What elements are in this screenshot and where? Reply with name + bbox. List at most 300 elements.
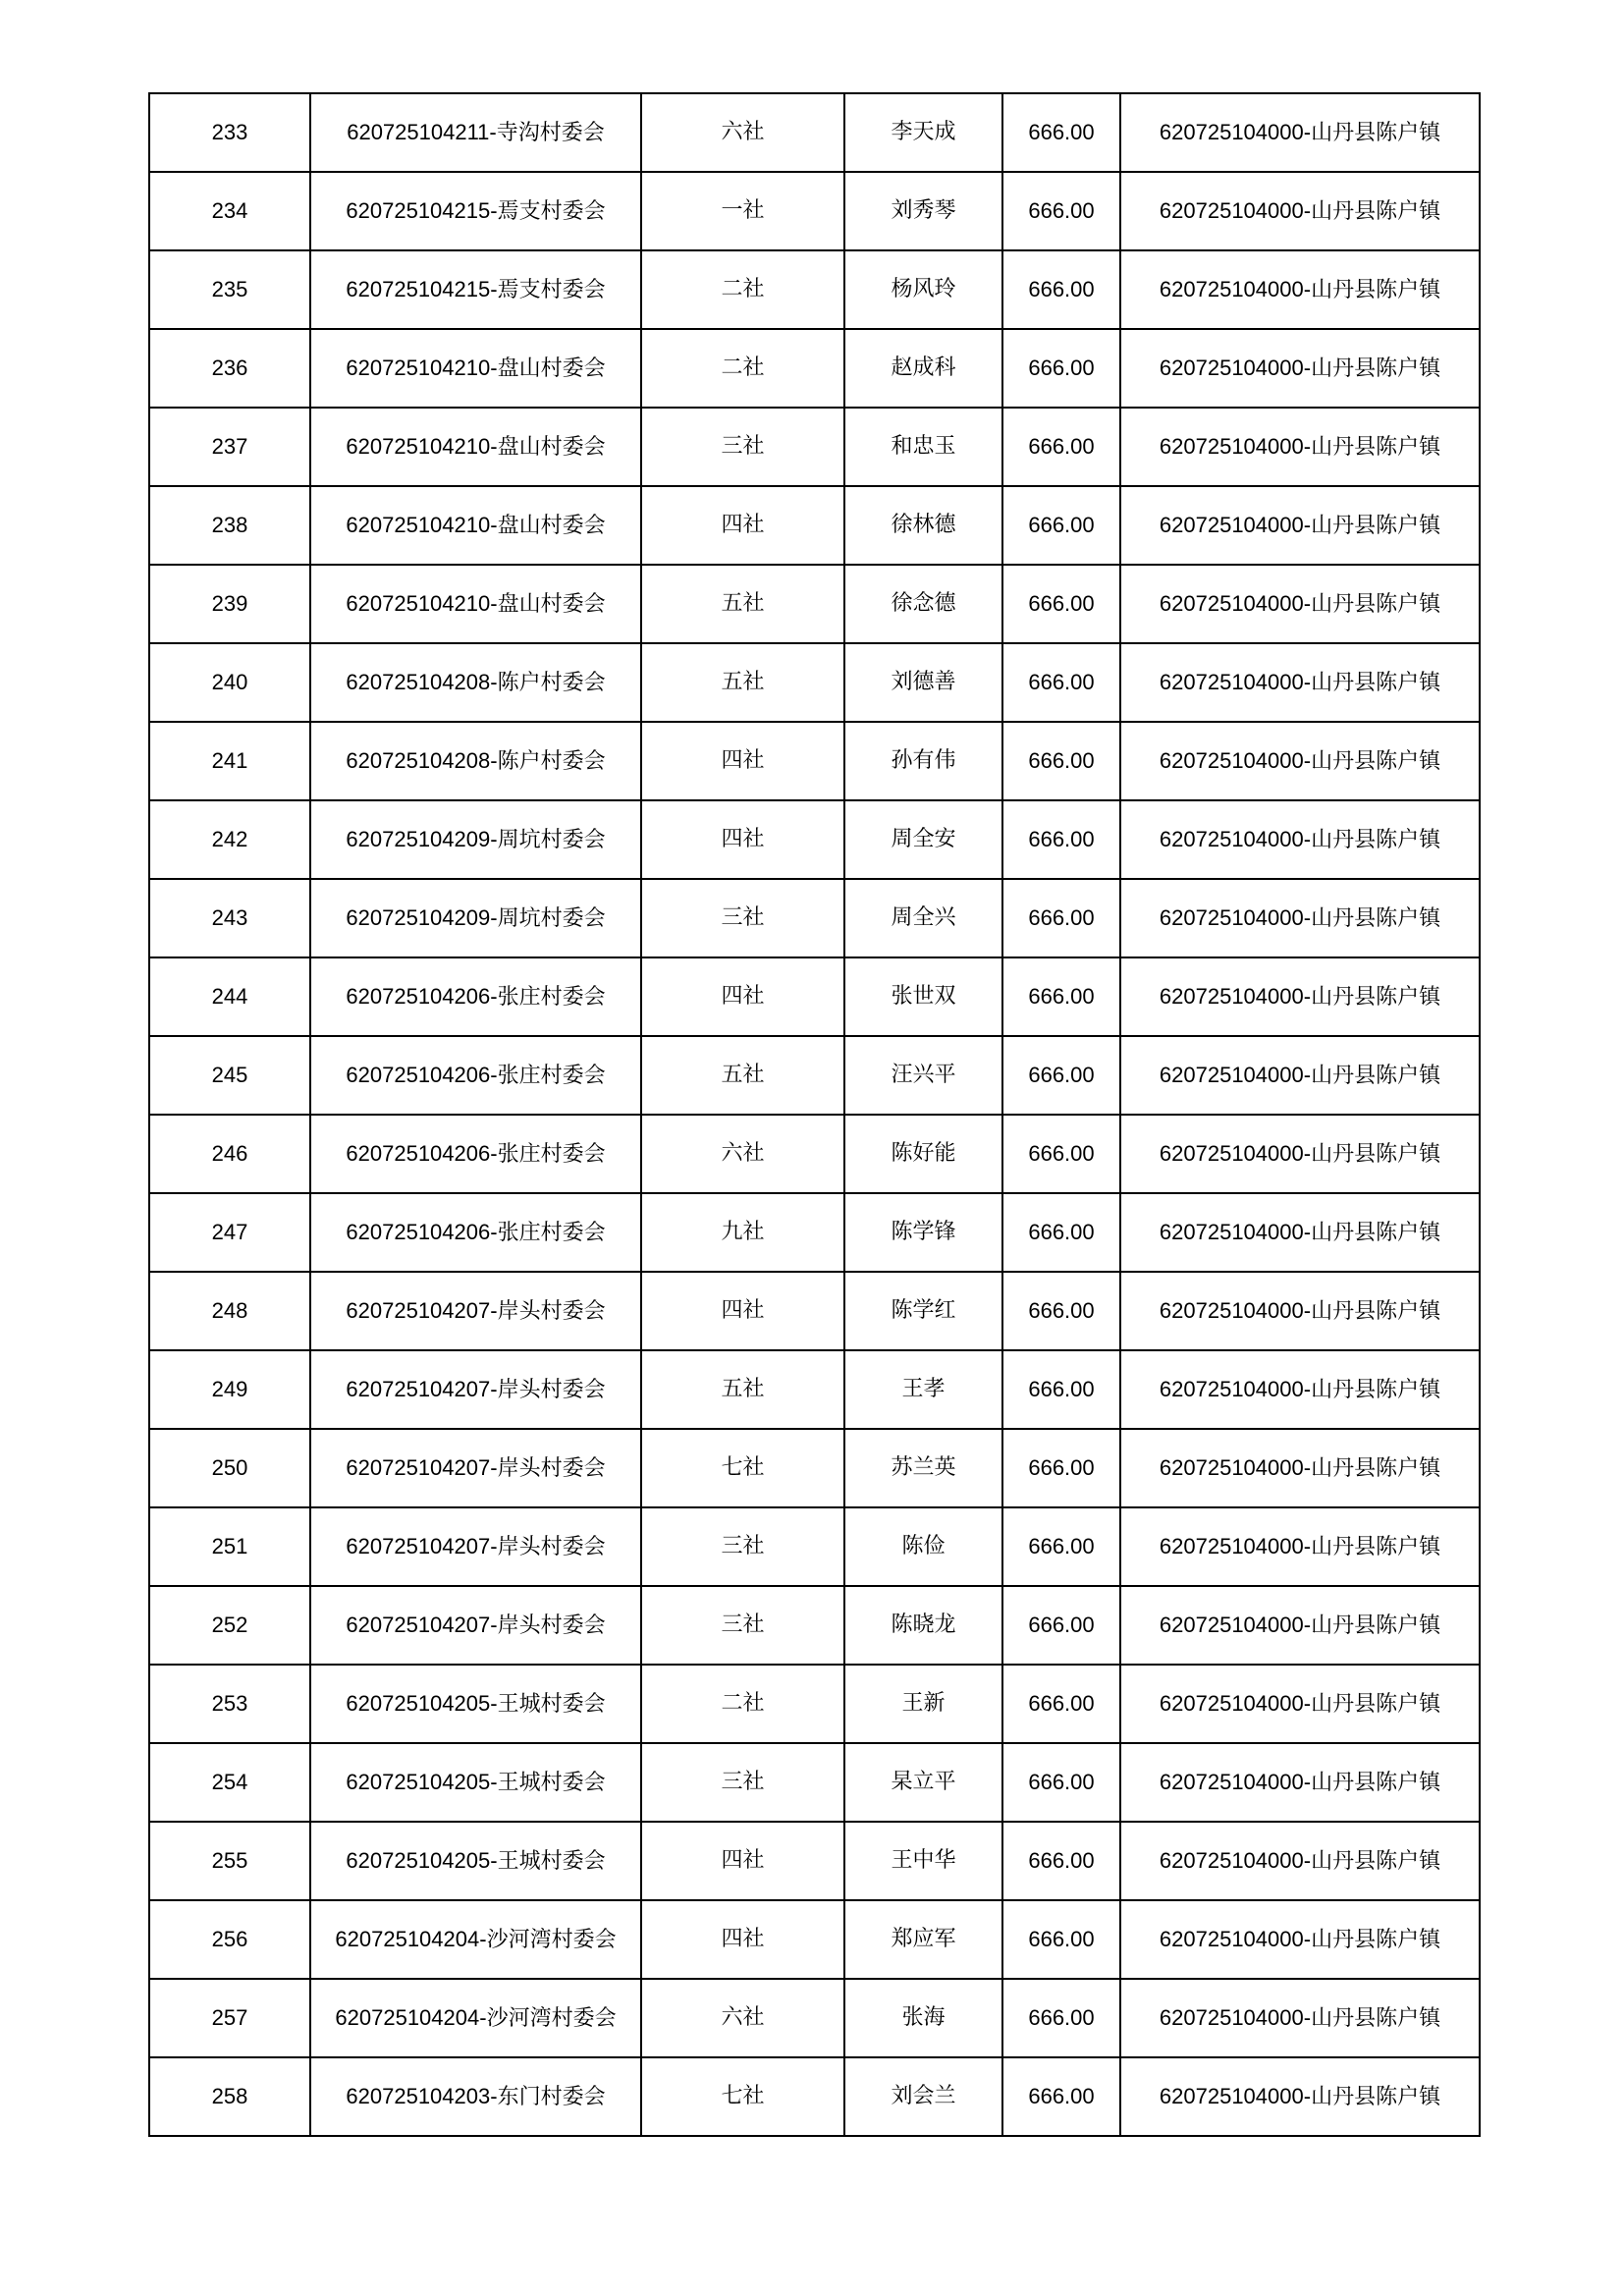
code-separator: -: [490, 1297, 498, 1323]
village-group-cell: 七社: [641, 2057, 844, 2136]
person-name-cell: 陈好能: [844, 1115, 1002, 1193]
amount-cell: 666.00: [1002, 1507, 1120, 1586]
village-committee-cell: [310, 1979, 641, 2057]
town-name: 山丹县陈户镇: [1311, 2084, 1441, 2109]
village-committee-cell: [310, 1193, 641, 1272]
code-separator: -: [490, 276, 498, 301]
village-code: 620725104211: [347, 119, 490, 144]
code-separator: -: [490, 590, 498, 616]
person-name-cell: 王中华: [844, 1822, 1002, 1900]
town-cell: [1120, 1665, 1480, 1743]
village-committee-cell: [310, 408, 641, 486]
table-row: [149, 1586, 1480, 1665]
town-code: 620725104000: [1159, 1376, 1304, 1401]
amount-cell: 666.00: [1002, 1586, 1120, 1665]
town-name: 山丹县陈户镇: [1311, 1770, 1441, 1795]
village-code: 620725104205: [346, 1847, 491, 1873]
code-separator: -: [1303, 1297, 1312, 1323]
serial-number-cell: 246: [149, 1115, 310, 1193]
village-committee-cell: [310, 1272, 641, 1350]
code-separator: -: [1303, 433, 1312, 459]
table-row: [149, 329, 1480, 408]
person-name-cell: 周全安: [844, 800, 1002, 879]
person-name-cell: 杲立平: [844, 1743, 1002, 1822]
town-name: 山丹县陈户镇: [1311, 1927, 1441, 1952]
person-name-cell: 张世双: [844, 957, 1002, 1036]
code-separator: -: [490, 983, 498, 1009]
code-separator: -: [1303, 1769, 1312, 1794]
town-code: 620725104000: [1159, 747, 1304, 773]
village-code: 620725104207: [346, 1533, 491, 1558]
town-name: 山丹县陈户镇: [1311, 591, 1441, 617]
village-group-cell: 三社: [641, 1586, 844, 1665]
table-row: [149, 1036, 1480, 1115]
table-row: [149, 1507, 1480, 1586]
village-group-cell: 四社: [641, 957, 844, 1036]
person-name-cell: 赵成科: [844, 329, 1002, 408]
town-code: 620725104000: [1159, 197, 1304, 223]
village-group-cell: 四社: [641, 1822, 844, 1900]
code-separator: -: [490, 433, 498, 459]
serial-number-cell: 245: [149, 1036, 310, 1115]
town-name: 山丹县陈户镇: [1311, 670, 1441, 695]
town-code: 620725104000: [1159, 1454, 1304, 1480]
village-name: 王城村委会: [497, 1848, 606, 1874]
town-cell: [1120, 800, 1480, 879]
amount-cell: 666.00: [1002, 643, 1120, 722]
village-code: 620725104210: [346, 355, 491, 380]
amount-cell: 666.00: [1002, 1743, 1120, 1822]
town-code: 620725104000: [1159, 2083, 1304, 2108]
village-group-cell: 六社: [641, 1979, 844, 2057]
person-name-cell: 张海: [844, 1979, 1002, 2057]
town-code: 620725104000: [1159, 669, 1304, 694]
village-committee-cell: [310, 1350, 641, 1429]
code-separator: -: [479, 2004, 487, 2030]
town-name: 山丹县陈户镇: [1311, 1534, 1441, 1559]
village-committee-cell: [310, 329, 641, 408]
amount-cell: 666.00: [1002, 1822, 1120, 1900]
town-name: 山丹县陈户镇: [1311, 198, 1441, 224]
town-code: 620725104000: [1159, 1769, 1304, 1794]
town-code: 620725104000: [1159, 1219, 1304, 1244]
person-name-cell: 王孝: [844, 1350, 1002, 1429]
table-row: [149, 1822, 1480, 1900]
town-code: 620725104000: [1159, 1062, 1304, 1087]
town-code: 620725104000: [1159, 512, 1304, 537]
village-committee-cell: [310, 643, 641, 722]
amount-cell: 666.00: [1002, 1350, 1120, 1429]
code-separator: -: [1303, 355, 1312, 380]
code-separator: -: [1303, 1847, 1312, 1873]
serial-number-cell: 243: [149, 879, 310, 957]
table-row: [149, 250, 1480, 329]
town-cell: [1120, 1979, 1480, 2057]
village-name: 周坑村委会: [497, 905, 606, 931]
code-separator: -: [490, 1847, 498, 1873]
town-code: 620725104000: [1159, 1926, 1304, 1951]
code-separator: -: [490, 197, 498, 223]
serial-number-cell: 247: [149, 1193, 310, 1272]
amount-cell: 666.00: [1002, 1900, 1120, 1979]
amount-cell: 666.00: [1002, 408, 1120, 486]
village-group-cell: 一社: [641, 172, 844, 250]
person-name-cell: 陈晓龙: [844, 1586, 1002, 1665]
village-code: 620725104205: [346, 1690, 491, 1716]
village-group-cell: 五社: [641, 1036, 844, 1115]
town-cell: [1120, 1822, 1480, 1900]
serial-number-cell: 236: [149, 329, 310, 408]
village-group-cell: 三社: [641, 408, 844, 486]
village-committee-cell: [310, 1900, 641, 1979]
amount-cell: 666.00: [1002, 1036, 1120, 1115]
town-code: 620725104000: [1159, 276, 1304, 301]
town-cell: [1120, 1507, 1480, 1586]
serial-number-cell: 244: [149, 957, 310, 1036]
town-code: 620725104000: [1159, 904, 1304, 930]
code-separator: -: [1303, 1926, 1312, 1951]
code-separator: -: [1303, 1612, 1312, 1637]
town-name: 山丹县陈户镇: [1311, 1298, 1441, 1324]
village-name: 岸头村委会: [497, 1377, 606, 1402]
town-code: 620725104000: [1159, 1533, 1304, 1558]
town-cell: [1120, 1429, 1480, 1507]
village-group-cell: 六社: [641, 93, 844, 172]
amount-cell: 666.00: [1002, 2057, 1120, 2136]
village-committee-cell: [310, 800, 641, 879]
serial-number-cell: 249: [149, 1350, 310, 1429]
village-name: 沙河湾村委会: [486, 1927, 617, 1952]
town-code: 620725104000: [1159, 2004, 1304, 2030]
table-row: [149, 2057, 1480, 2136]
code-separator: -: [1303, 826, 1312, 851]
person-name-cell: 陈学红: [844, 1272, 1002, 1350]
table-row: [149, 486, 1480, 565]
serial-number-cell: 253: [149, 1665, 310, 1743]
town-name: 山丹县陈户镇: [1311, 1613, 1441, 1638]
village-code: 620725104210: [346, 433, 491, 459]
table-row: [149, 957, 1480, 1036]
village-committee-cell: [310, 1507, 641, 1586]
village-code: 620725104204: [335, 1926, 480, 1951]
amount-cell: 666.00: [1002, 172, 1120, 250]
village-group-cell: 五社: [641, 1350, 844, 1429]
code-separator: -: [490, 1454, 498, 1480]
town-code: 620725104000: [1159, 1690, 1304, 1716]
village-group-cell: 四社: [641, 486, 844, 565]
amount-cell: 666.00: [1002, 93, 1120, 172]
town-code: 620725104000: [1159, 1140, 1304, 1166]
village-name: 周坑村委会: [497, 827, 606, 852]
amount-cell: 666.00: [1002, 565, 1120, 643]
code-separator: -: [1303, 590, 1312, 616]
village-group-cell: 九社: [641, 1193, 844, 1272]
code-separator: -: [490, 1219, 498, 1244]
code-separator: -: [1303, 1140, 1312, 1166]
amount-cell: 666.00: [1002, 800, 1120, 879]
village-code: 620725104206: [346, 983, 491, 1009]
code-separator: -: [1303, 1454, 1312, 1480]
village-group-cell: 二社: [641, 250, 844, 329]
village-group-cell: 三社: [641, 1743, 844, 1822]
town-code: 620725104000: [1159, 1847, 1304, 1873]
table-row: [149, 879, 1480, 957]
village-code: 620725104215: [346, 276, 491, 301]
serial-number-cell: 240: [149, 643, 310, 722]
village-committee-cell: [310, 1665, 641, 1743]
town-cell: [1120, 329, 1480, 408]
subsidy-table: [148, 92, 1481, 2137]
town-code: 620725104000: [1159, 983, 1304, 1009]
village-code: 620725104215: [346, 197, 491, 223]
serial-number-cell: 257: [149, 1979, 310, 2057]
village-code: 620725104207: [346, 1297, 491, 1323]
person-name-cell: 徐念德: [844, 565, 1002, 643]
town-name: 山丹县陈户镇: [1311, 905, 1441, 931]
table-row: [149, 1350, 1480, 1429]
village-committee-cell: [310, 565, 641, 643]
amount-cell: 666.00: [1002, 250, 1120, 329]
person-name-cell: 刘会兰: [844, 2057, 1002, 2136]
person-name-cell: 刘德善: [844, 643, 1002, 722]
code-separator: -: [490, 355, 498, 380]
table-row: [149, 722, 1480, 800]
town-name: 山丹县陈户镇: [1311, 277, 1441, 302]
town-cell: [1120, 486, 1480, 565]
village-name: 张庄村委会: [497, 1141, 606, 1167]
code-separator: -: [490, 512, 498, 537]
village-committee-cell: [310, 1822, 641, 1900]
village-code: 620725104210: [346, 512, 491, 537]
village-group-cell: 五社: [641, 643, 844, 722]
town-cell: [1120, 957, 1480, 1036]
code-separator: -: [1303, 669, 1312, 694]
person-name-cell: 郑应军: [844, 1900, 1002, 1979]
table-row: [149, 643, 1480, 722]
town-name: 山丹县陈户镇: [1311, 984, 1441, 1010]
table-body: [149, 93, 1480, 2136]
town-cell: [1120, 408, 1480, 486]
town-name: 山丹县陈户镇: [1311, 1455, 1441, 1481]
town-name: 山丹县陈户镇: [1311, 1691, 1441, 1717]
amount-cell: 666.00: [1002, 722, 1120, 800]
village-committee-cell: [310, 722, 641, 800]
town-name: 山丹县陈户镇: [1311, 1063, 1441, 1088]
amount-cell: 666.00: [1002, 1665, 1120, 1743]
village-group-cell: 三社: [641, 879, 844, 957]
code-separator: -: [1303, 1690, 1312, 1716]
village-name: 寺沟村委会: [496, 120, 605, 145]
code-separator: -: [1303, 983, 1312, 1009]
town-name: 山丹县陈户镇: [1311, 513, 1441, 538]
town-name: 山丹县陈户镇: [1311, 355, 1441, 381]
serial-number-cell: 251: [149, 1507, 310, 1586]
person-name-cell: 陈俭: [844, 1507, 1002, 1586]
town-cell: [1120, 1036, 1480, 1115]
village-code: 620725104204: [335, 2004, 480, 2030]
person-name-cell: 刘秀琴: [844, 172, 1002, 250]
code-separator: -: [1303, 1376, 1312, 1401]
town-code: 620725104000: [1159, 826, 1304, 851]
village-code: 620725104205: [346, 1769, 491, 1794]
person-name-cell: 陈学锋: [844, 1193, 1002, 1272]
village-name: 焉支村委会: [497, 198, 606, 224]
table-row: [149, 1272, 1480, 1350]
serial-number-cell: 250: [149, 1429, 310, 1507]
town-code: 620725104000: [1159, 433, 1304, 459]
town-name: 山丹县陈户镇: [1311, 434, 1441, 460]
person-name-cell: 李天成: [844, 93, 1002, 172]
village-name: 焉支村委会: [497, 277, 606, 302]
village-group-cell: 四社: [641, 800, 844, 879]
code-separator: -: [490, 826, 498, 851]
table-row: [149, 1665, 1480, 1743]
code-separator: -: [490, 1376, 498, 1401]
village-group-cell: 四社: [641, 1900, 844, 1979]
serial-number-cell: 233: [149, 93, 310, 172]
table-row: [149, 172, 1480, 250]
town-cell: [1120, 643, 1480, 722]
village-name: 张庄村委会: [497, 1220, 606, 1245]
serial-number-cell: 234: [149, 172, 310, 250]
village-group-cell: 二社: [641, 1665, 844, 1743]
serial-number-cell: 237: [149, 408, 310, 486]
serial-number-cell: 252: [149, 1586, 310, 1665]
village-name: 岸头村委会: [497, 1455, 606, 1481]
code-separator: -: [489, 119, 497, 144]
serial-number-cell: 239: [149, 565, 310, 643]
village-name: 王城村委会: [497, 1691, 606, 1717]
village-name: 岸头村委会: [497, 1613, 606, 1638]
village-name: 盘山村委会: [497, 591, 606, 617]
village-code: 620725104207: [346, 1376, 491, 1401]
village-committee-cell: [310, 1429, 641, 1507]
town-cell: [1120, 879, 1480, 957]
table-row: [149, 408, 1480, 486]
village-committee-cell: [310, 93, 641, 172]
village-committee-cell: [310, 1115, 641, 1193]
town-name: 山丹县陈户镇: [1311, 827, 1441, 852]
table-row: [149, 1429, 1480, 1507]
town-name: 山丹县陈户镇: [1311, 1848, 1441, 1874]
person-name-cell: 孙有伟: [844, 722, 1002, 800]
serial-number-cell: 256: [149, 1900, 310, 1979]
table-row: [149, 1900, 1480, 1979]
code-separator: -: [1303, 1533, 1312, 1558]
code-separator: -: [1303, 1062, 1312, 1087]
amount-cell: 666.00: [1002, 486, 1120, 565]
code-separator: -: [490, 1062, 498, 1087]
town-code: 620725104000: [1159, 1297, 1304, 1323]
serial-number-cell: 258: [149, 2057, 310, 2136]
town-name: 山丹县陈户镇: [1311, 120, 1441, 145]
town-code: 620725104000: [1159, 119, 1304, 144]
town-cell: [1120, 1272, 1480, 1350]
amount-cell: 666.00: [1002, 329, 1120, 408]
town-cell: [1120, 1193, 1480, 1272]
village-group-cell: 六社: [641, 1115, 844, 1193]
village-name: 陈户村委会: [497, 748, 606, 774]
village-committee-cell: [310, 486, 641, 565]
person-name-cell: 杨风玲: [844, 250, 1002, 329]
village-code: 620725104207: [346, 1612, 491, 1637]
village-name: 沙河湾村委会: [486, 2005, 617, 2031]
code-separator: -: [1303, 904, 1312, 930]
village-committee-cell: [310, 2057, 641, 2136]
village-code: 620725104210: [346, 590, 491, 616]
town-cell: [1120, 1350, 1480, 1429]
code-separator: -: [490, 1612, 498, 1637]
town-name: 山丹县陈户镇: [1311, 1220, 1441, 1245]
town-cell: [1120, 172, 1480, 250]
village-code: 620725104203: [346, 2083, 491, 2108]
code-separator: -: [1303, 1219, 1312, 1244]
village-name: 张庄村委会: [497, 984, 606, 1010]
person-name-cell: 徐林德: [844, 486, 1002, 565]
code-separator: -: [490, 904, 498, 930]
town-cell: [1120, 250, 1480, 329]
village-code: 620725104208: [346, 747, 491, 773]
town-name: 山丹县陈户镇: [1311, 1377, 1441, 1402]
amount-cell: 666.00: [1002, 1979, 1120, 2057]
code-separator: -: [490, 669, 498, 694]
village-name: 盘山村委会: [497, 434, 606, 460]
serial-number-cell: 241: [149, 722, 310, 800]
code-separator: -: [490, 1533, 498, 1558]
village-code: 620725104206: [346, 1219, 491, 1244]
village-group-cell: 二社: [641, 329, 844, 408]
table-row: [149, 1743, 1480, 1822]
village-group-cell: 五社: [641, 565, 844, 643]
village-code: 620725104209: [346, 904, 491, 930]
village-name: 盘山村委会: [497, 513, 606, 538]
town-cell: [1120, 2057, 1480, 2136]
code-separator: -: [1303, 512, 1312, 537]
village-code: 620725104206: [346, 1140, 491, 1166]
village-name: 陈户村委会: [497, 670, 606, 695]
village-committee-cell: [310, 1743, 641, 1822]
code-separator: -: [479, 1926, 487, 1951]
town-code: 620725104000: [1159, 590, 1304, 616]
village-name: 王城村委会: [497, 1770, 606, 1795]
town-cell: [1120, 1115, 1480, 1193]
table-row: [149, 800, 1480, 879]
serial-number-cell: 235: [149, 250, 310, 329]
village-group-cell: 四社: [641, 722, 844, 800]
serial-number-cell: 242: [149, 800, 310, 879]
town-code: 620725104000: [1159, 1612, 1304, 1637]
village-committee-cell: [310, 250, 641, 329]
table-row: [149, 565, 1480, 643]
village-name: 张庄村委会: [497, 1063, 606, 1088]
town-cell: [1120, 93, 1480, 172]
village-name: 盘山村委会: [497, 355, 606, 381]
code-separator: -: [490, 1140, 498, 1166]
amount-cell: 666.00: [1002, 1272, 1120, 1350]
code-separator: -: [490, 1769, 498, 1794]
amount-cell: 666.00: [1002, 1193, 1120, 1272]
town-name: 山丹县陈户镇: [1311, 2005, 1441, 2031]
village-name: 岸头村委会: [497, 1534, 606, 1559]
code-separator: -: [1303, 276, 1312, 301]
village-group-cell: 四社: [641, 1272, 844, 1350]
code-separator: -: [1303, 197, 1312, 223]
code-separator: -: [1303, 747, 1312, 773]
code-separator: -: [1303, 119, 1312, 144]
village-name: 岸头村委会: [497, 1298, 606, 1324]
town-cell: [1120, 1586, 1480, 1665]
amount-cell: 666.00: [1002, 1429, 1120, 1507]
